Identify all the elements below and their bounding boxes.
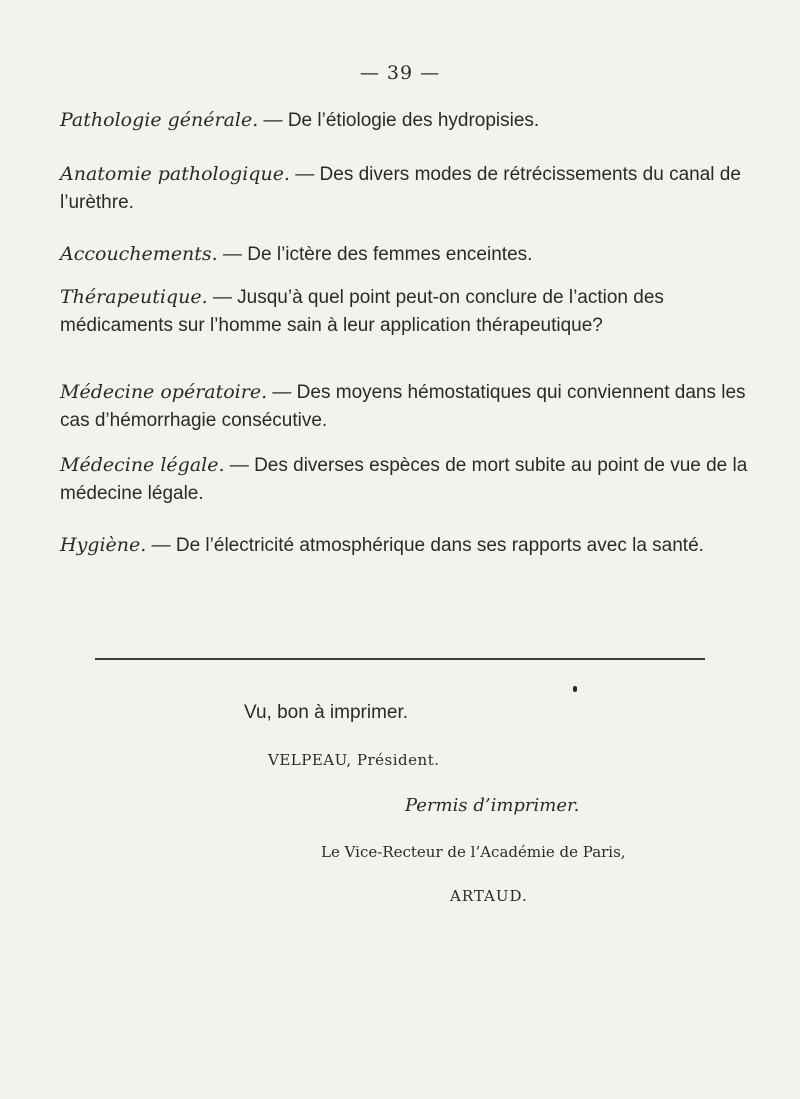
thesis-topic <box>60 378 750 435</box>
thesis-topic <box>60 160 750 217</box>
permis-imprimer: Permis d’imprimer. <box>405 795 580 816</box>
topic-text: — De l’ictère des femmes enceintes. <box>217 244 533 265</box>
ink-speck <box>573 686 577 692</box>
topic-text: — De l’étiologie des hydropisies. <box>258 110 540 131</box>
thesis-topic <box>60 283 750 340</box>
vice-recteur-line: Le Vice-Recteur de l’Académie de Paris, <box>321 843 626 861</box>
horizontal-rule <box>95 658 705 660</box>
topic-label: Thérapeutique. <box>60 286 208 308</box>
signatory-name: ARTAUD. <box>450 887 528 905</box>
topic-text: — Des diverses espèces de mort subite au point de vue de la médecine légale. <box>60 455 748 504</box>
approval-vu: Vu, bon à imprimer. <box>244 702 409 723</box>
topic-text: — Des divers modes de rétrécissements du canal de l’urèthre. <box>60 164 741 213</box>
topic-label: Médecine opératoire. <box>60 381 268 403</box>
topic-label: Médecine légale. <box>60 454 225 476</box>
topic-label: Anatomie pathologique. <box>60 163 290 185</box>
thesis-topic <box>60 106 750 135</box>
topic-label: Accouchements. <box>60 243 218 265</box>
topic-text: — Des moyens hémostatiques qui conviennent dans les cas d’hémorrhagie consécutive. <box>60 382 746 431</box>
topic-text: — De l’électricité atmosphérique dans ses rapports avec la santé. <box>146 535 704 556</box>
topic-label: Pathologie générale. <box>60 109 259 131</box>
topic-label: Hygiène. <box>60 534 147 556</box>
approval-president: VELPEAU, Président. <box>268 751 440 769</box>
topic-text: — Jusqu’à quel point peut-on conclure de l’action des médicaments sur l’homme sain à leur application thérapeutique? <box>60 287 664 336</box>
thesis-topic <box>60 531 750 560</box>
thesis-topic <box>60 451 750 508</box>
thesis-topic <box>60 240 750 269</box>
page-number: — 39 — <box>359 62 441 84</box>
